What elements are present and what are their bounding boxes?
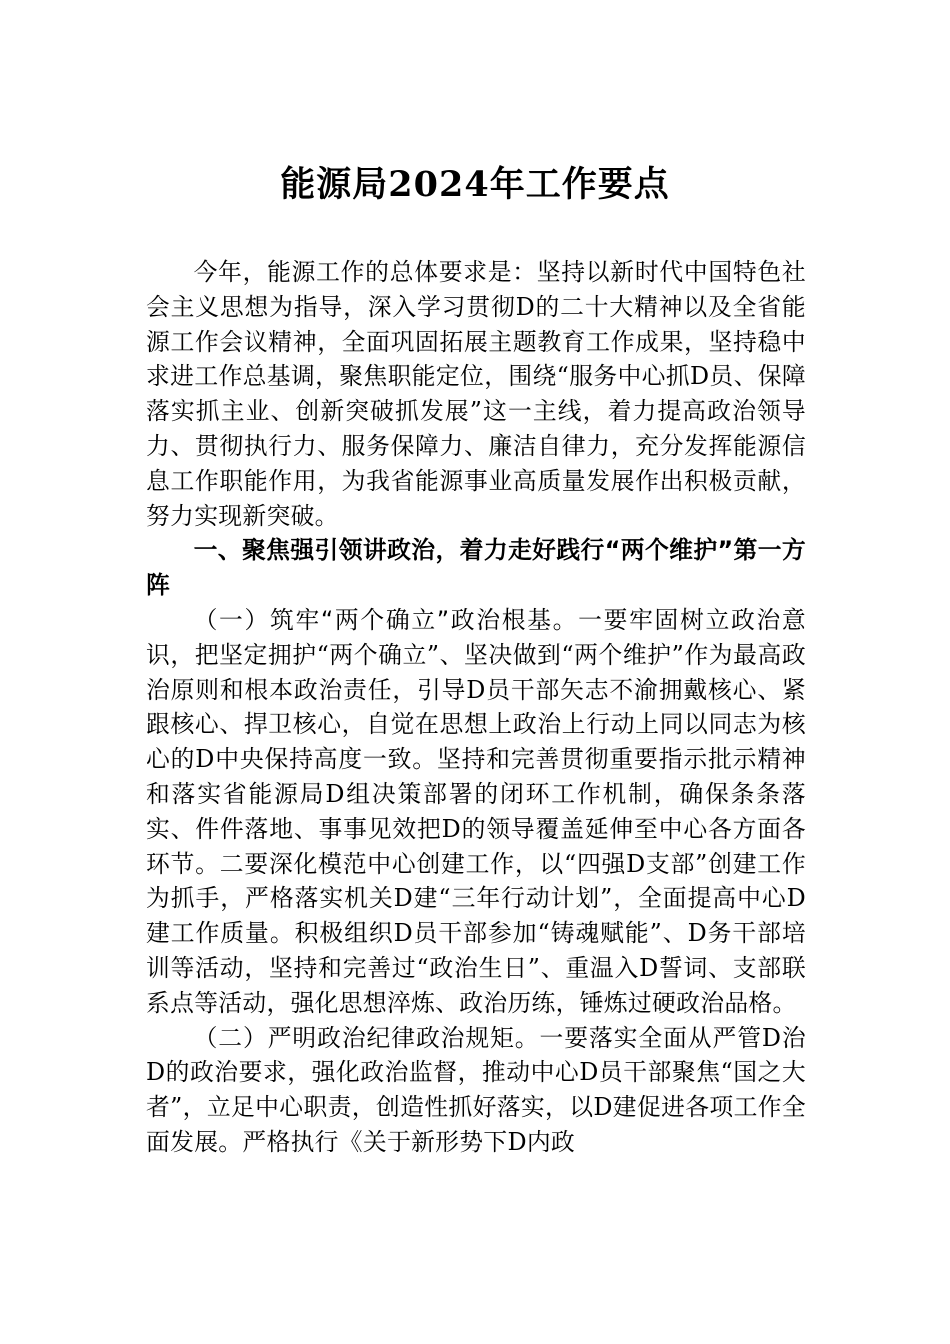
document-body: [146, 255, 806, 1160]
subsection-lead-1: （一）筑牢“两个确立”政治根基。: [193, 605, 579, 634]
intro-paragraph: [146, 255, 806, 533]
subsection-paragraph-1: [146, 603, 806, 1021]
paragraph-text: 一要牢固树立政治意识，把坚定拥护“两个确立”、坚决做到“两个维护”作为最高政治原则和根本政治责任，引导D员干部矢志不渝拥戴核心、紧跟核心、捍卫核心，自觉在思想上政治上行动上同以同志为核心的D中央保持高度一致。坚持和完善贯彻重要指示批示精神和落实省能源局D组决策部署的闭环工作机制，确保条条落实、件件落地、事事见效把D的领导覆盖延伸至中心各方面各环节。二要深化模范中心创建工作，以“四强D支部”创建工作为抓手，严格落实机关D建“三年行动计划”，全面提高中心D建工作质量。积极组织D员干部参加“铸魂赋能”、D务干部培训等活动，坚持和完善过“政治生日”、重温入D誓词、支部联系点等活动，强化思想淬炼、政治历练，锤炼过硬政治品格。: [146, 605, 806, 1017]
paragraph-text: 今年，能源工作的总体要求是：坚持以新时代中国特色社会主义思想为指导，深入学习贯彻D的二十大精神以及全省能源工作会议精神，全面巩固拓展主题教育工作成果，坚持稳中求进工作总基调，聚焦职能定位，围绕“服务中心抓D员、保障落实抓主业、创新突破抓发展”这一主线，着力提高政治领导力、贯彻执行力、服务保障力、廉洁自律力，充分发挥能源信息工作职能作用，为我省能源事业高质量发展作出积极贡献，努力实现新突破。: [146, 258, 806, 530]
subsection-lead-2: （二）严明政治纪律政治规矩。: [193, 1023, 540, 1052]
paragraph-text: 一要落实全面从严管D治D的政治要求，强化政治监督，推动中心D员干部聚焦“国之大者”，立足中心职责，创造性抓好落实，以D建促进各项工作全面发展。严格执行《关于新形势下D内政: [146, 1023, 806, 1156]
document-title: 能源局2024年工作要点: [280, 164, 670, 205]
section-heading-1: 一、聚焦强引领讲政治，着力走好践行“两个维护”第一方阵: [146, 536, 806, 600]
subsection-paragraph-2: [146, 1021, 806, 1160]
